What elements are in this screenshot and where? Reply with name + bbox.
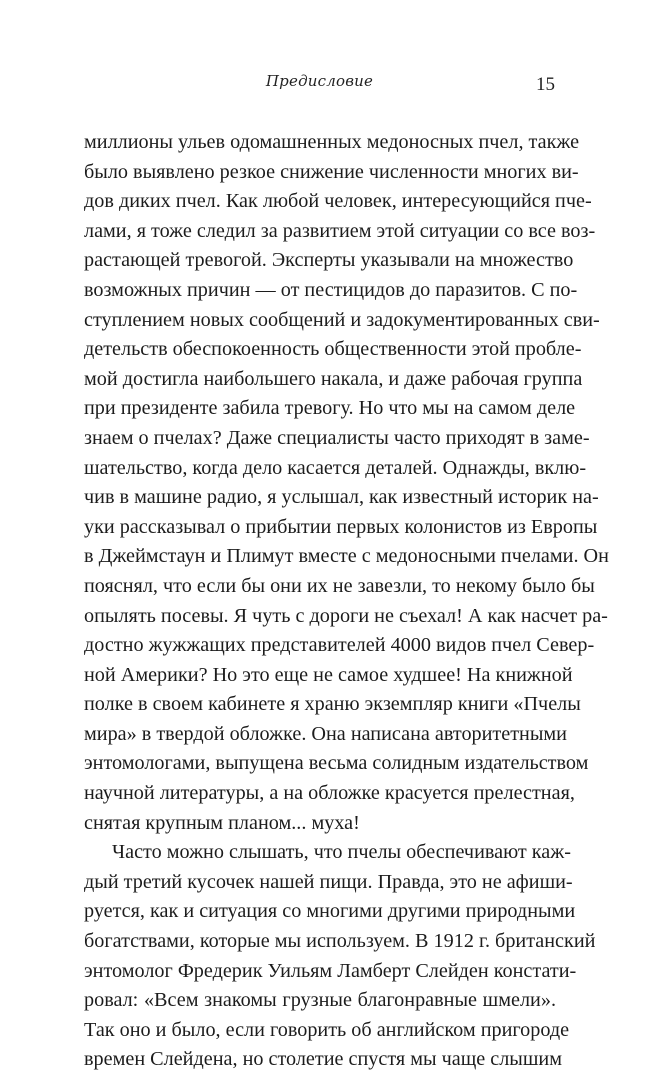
running-head bbox=[84, 72, 555, 96]
text-line: полке в своем кабинете я храню экземпляр книги «Пчелы bbox=[84, 693, 581, 716]
text-line: времен Слейдена, но столетие спустя мы чаще слышим bbox=[84, 1048, 562, 1071]
text-line: лами, я тоже следил за развитием этой ситуации со все воз- bbox=[84, 219, 596, 242]
text-line: пояснял, что если бы они их не завезли, то некому было бы bbox=[84, 574, 595, 597]
text-line: энтомолог Фредерик Уильям Ламберт Слейден констати- bbox=[84, 959, 577, 982]
text-line: дый третий кусочек нашей пищи. Правда, это не афиши- bbox=[84, 870, 573, 893]
text-line: шательство, когда дело касается деталей. Однажды, вклю- bbox=[84, 456, 587, 479]
text-line: снятая крупным планом... муха! bbox=[84, 811, 360, 834]
text-line: богатствами, которые мы используем. В 1912 г. британский bbox=[84, 930, 596, 953]
text-line: мира» в твердой обложке. Она написана авторитетными bbox=[84, 722, 567, 745]
text-line-paragraph-start: Часто можно слышать, что пчелы обеспечивают каж- bbox=[112, 841, 571, 864]
text-line: чив в машине радио, я услышал, как известный историк на- bbox=[84, 486, 599, 509]
text-line: знаем о пчелах? Даже специалисты часто приходят в заме- bbox=[84, 426, 590, 449]
text-line: ступлением новых сообщений и задокументированных сви- bbox=[84, 308, 600, 331]
body-text bbox=[84, 128, 609, 1075]
text-line: при президенте забила тревогу. Но что мы на самом деле bbox=[84, 397, 576, 420]
text-line: мой достигла наибольшего накала, и даже рабочая группа bbox=[84, 367, 583, 390]
running-title: Предисловие bbox=[265, 72, 374, 90]
text-line: научной литературы, а на обложке красуется прелестная, bbox=[84, 782, 575, 805]
text-line: детельств обеспокоенность общественности этой пробле- bbox=[84, 338, 582, 361]
text-line: опылять посевы. Я чуть с дороги не съехал! А как насчет ра- bbox=[84, 604, 608, 627]
text-line: руется, как и ситуация со многими другими природными bbox=[84, 900, 576, 923]
text-line: уки рассказывал о прибытии первых колонистов из Европы bbox=[84, 515, 598, 538]
text-line: дов диких пчел. Как любой человек, интересующийся пче- bbox=[84, 190, 592, 213]
text-line: достно жужжащих представителей 4000 видов пчел Север- bbox=[84, 634, 595, 657]
text-line: ровал: «Всем знакомы грузные благонравные шмели». bbox=[84, 989, 556, 1012]
text-line: ной Америки? Но это еще не самое худшее! На книжной bbox=[84, 663, 573, 686]
text-line: возможных причин — от пестицидов до паразитов. С по- bbox=[84, 278, 578, 301]
text-line: миллионы ульев одомашненных медоносных пчел, также bbox=[84, 131, 580, 153]
text-line: энтомологами, выпущена весьма солидным издательством bbox=[84, 752, 589, 775]
text-line: в Джеймстаун и Плимут вместе с медоносными пчелами. Он bbox=[84, 545, 609, 568]
text-line: было выявлено резкое снижение численности многих ви- bbox=[84, 160, 579, 183]
text-line: растающей тревогой. Эксперты указывали на множество bbox=[84, 249, 574, 272]
text-line: Так оно и было, если говорить об английском пригороде bbox=[84, 1018, 570, 1041]
page-number: 15 bbox=[536, 74, 555, 95]
